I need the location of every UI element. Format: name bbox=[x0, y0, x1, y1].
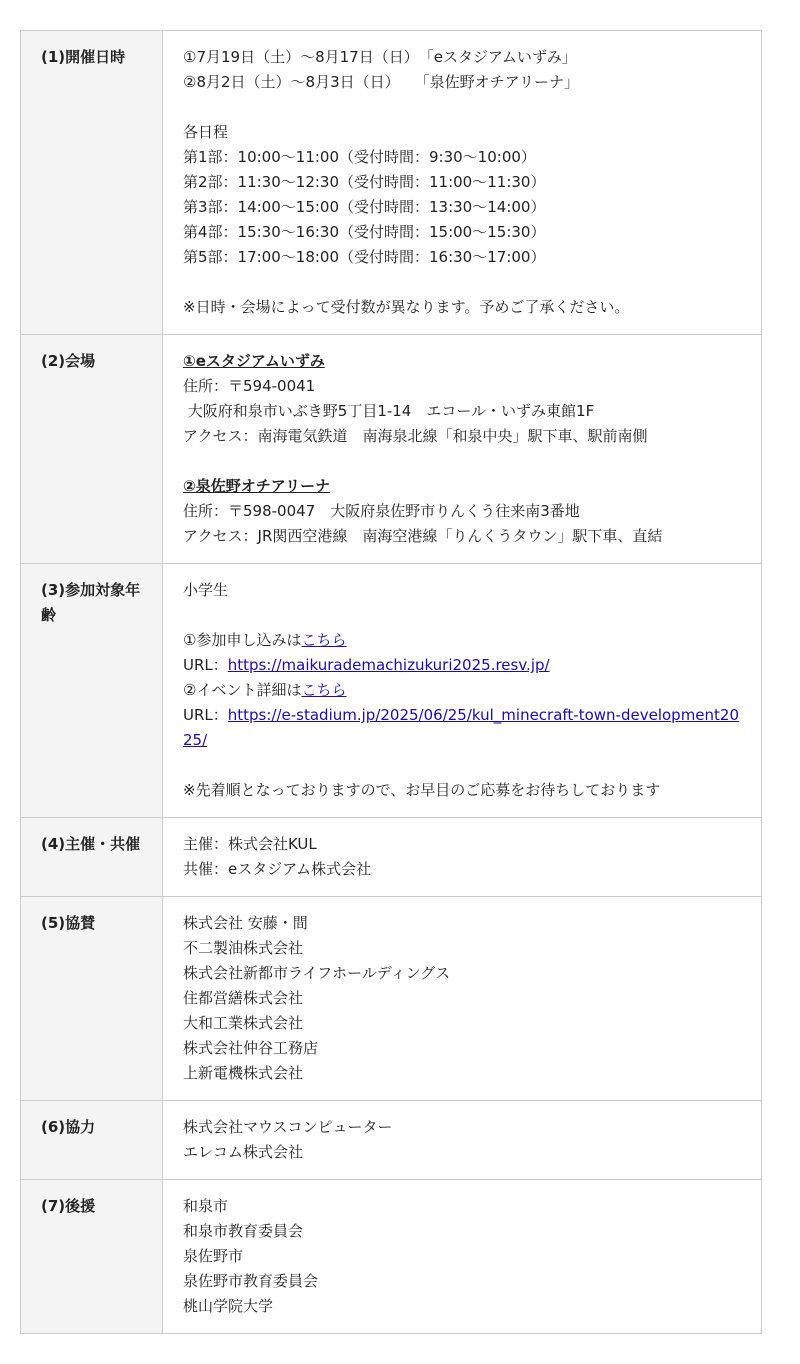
target-note: ※先着順となっておりますので、お早目のご応募をお待ちしております bbox=[183, 781, 661, 799]
spacer bbox=[183, 449, 741, 474]
schedule-line: 第5部：17:00～18:00（受付時間：16:30～17:00） bbox=[183, 248, 546, 266]
detail-prefix: ②イベント詳細は bbox=[183, 681, 302, 699]
detail-url-link[interactable]: https://e-stadium.jp/2025/06/25/kul_minecraft-town-development2025/ bbox=[183, 706, 740, 749]
row-target bbox=[21, 564, 762, 818]
schedule-line: ②8月2日（土）～8月3日（日） 「泉佐野オチアリーナ」 bbox=[183, 73, 580, 91]
sponsor-item: 株式会社 安藤・間 bbox=[183, 914, 308, 932]
organizer-cohost: 共催：eスタジアム株式会社 bbox=[183, 860, 372, 878]
schedule-line: 第2部：11:30～12:30（受付時間：11:00～11:30） bbox=[183, 173, 546, 191]
row-value-venue bbox=[163, 335, 762, 564]
schedule-line: 第4部：15:30～16:30（受付時間：15:00～15:30） bbox=[183, 223, 546, 241]
target-age: 小学生 bbox=[183, 581, 229, 599]
row-label-cooperation: (6)協力 bbox=[21, 1101, 163, 1180]
schedule-line: 第1部：10:00～11:00（受付時間：9:30～10:00） bbox=[183, 148, 536, 166]
support-item: 桃山学院大学 bbox=[183, 1297, 274, 1315]
cooperation-item: 株式会社マウスコンピューター bbox=[183, 1118, 393, 1136]
spacer bbox=[183, 270, 741, 295]
spacer bbox=[183, 95, 741, 120]
row-value-cooperation bbox=[163, 1101, 762, 1180]
row-label-organizer: (4)主催・共催 bbox=[21, 818, 163, 897]
venue-2-address: 住所：〒598-0047 大阪府泉佐野市りんくう往来南3番地 bbox=[183, 502, 580, 520]
sponsor-item: 株式会社新都市ライフホールディングス bbox=[183, 964, 451, 982]
sponsor-item: 上新電機株式会社 bbox=[183, 1064, 304, 1082]
venue-1-address: 住所：〒594-0041 bbox=[183, 377, 316, 395]
row-label-sponsor: (5)協賛 bbox=[21, 897, 163, 1101]
row-value-sponsor bbox=[163, 897, 762, 1101]
apply-url-link[interactable]: https://maikurademachizukuri2025.resv.jp/ bbox=[227, 656, 550, 674]
sponsor-item: 不二製油株式会社 bbox=[183, 939, 304, 957]
cooperation-item: エレコム株式会社 bbox=[183, 1143, 304, 1161]
venue-1-name: ①eスタジアムいずみ bbox=[183, 352, 325, 370]
url-prefix: URL： bbox=[183, 656, 228, 674]
row-value-organizer bbox=[163, 818, 762, 897]
row-label-schedule: (1)開催日時 bbox=[21, 31, 163, 335]
schedule-line: ①7月19日（土）～8月17日（日） 「eスタジアムいずみ」 bbox=[183, 48, 577, 66]
sponsor-item: 大和工業株式会社 bbox=[183, 1014, 304, 1032]
schedule-note: ※日時・会場によって受付数が異なります。予めご了承ください。 bbox=[183, 298, 630, 316]
sponsor-item: 株式会社仲谷工務店 bbox=[183, 1039, 319, 1057]
schedule-line: 各日程 bbox=[183, 123, 229, 141]
venue-1-access: アクセス：南海電気鉄道 南海泉北線「和泉中央」駅下車、駅前南側 bbox=[183, 427, 648, 445]
support-item: 和泉市教育委員会 bbox=[183, 1222, 304, 1240]
detail-url-line bbox=[183, 703, 741, 753]
organizer-host: 主催：株式会社KUL bbox=[183, 835, 317, 853]
apply-link[interactable]: こちら bbox=[301, 631, 347, 649]
venue-1-address-detail: 大阪府和泉市いぶき野5丁目1-14 エコール・いずみ東館1F bbox=[183, 402, 595, 420]
row-label-venue: (2)会場 bbox=[21, 335, 163, 564]
venue-2-access: アクセス：JR関西空港線 南海空港線「りんくうタウン」駅下車、直結 bbox=[183, 527, 663, 545]
detail-link[interactable]: こちら bbox=[301, 681, 347, 699]
support-item: 泉佐野市教育委員会 bbox=[183, 1272, 319, 1290]
row-label-target: (3)参加対象年齢 bbox=[21, 564, 163, 818]
event-info-table bbox=[20, 30, 762, 1334]
row-value-schedule bbox=[163, 31, 762, 335]
spacer bbox=[183, 603, 741, 628]
sponsor-item: 住都営繕株式会社 bbox=[183, 989, 304, 1007]
row-sponsor bbox=[21, 897, 762, 1101]
apply-line bbox=[183, 628, 741, 653]
apply-url-line bbox=[183, 653, 741, 678]
row-value-target bbox=[163, 564, 762, 818]
row-support bbox=[21, 1180, 762, 1334]
row-value-support bbox=[163, 1180, 762, 1334]
detail-line bbox=[183, 678, 741, 703]
apply-prefix: ①参加申し込みは bbox=[183, 631, 302, 649]
row-venue bbox=[21, 335, 762, 564]
support-item: 和泉市 bbox=[183, 1197, 229, 1215]
schedule-line: 第3部：14:00～15:00（受付時間：13:30～14:00） bbox=[183, 198, 546, 216]
url-prefix: URL： bbox=[183, 706, 228, 724]
row-organizer bbox=[21, 818, 762, 897]
venue-2-name: ②泉佐野オチアリーナ bbox=[183, 477, 331, 495]
row-schedule bbox=[21, 31, 762, 335]
support-item: 泉佐野市 bbox=[183, 1247, 244, 1265]
row-label-support: (7)後援 bbox=[21, 1180, 163, 1334]
row-cooperation bbox=[21, 1101, 762, 1180]
spacer bbox=[183, 753, 741, 778]
